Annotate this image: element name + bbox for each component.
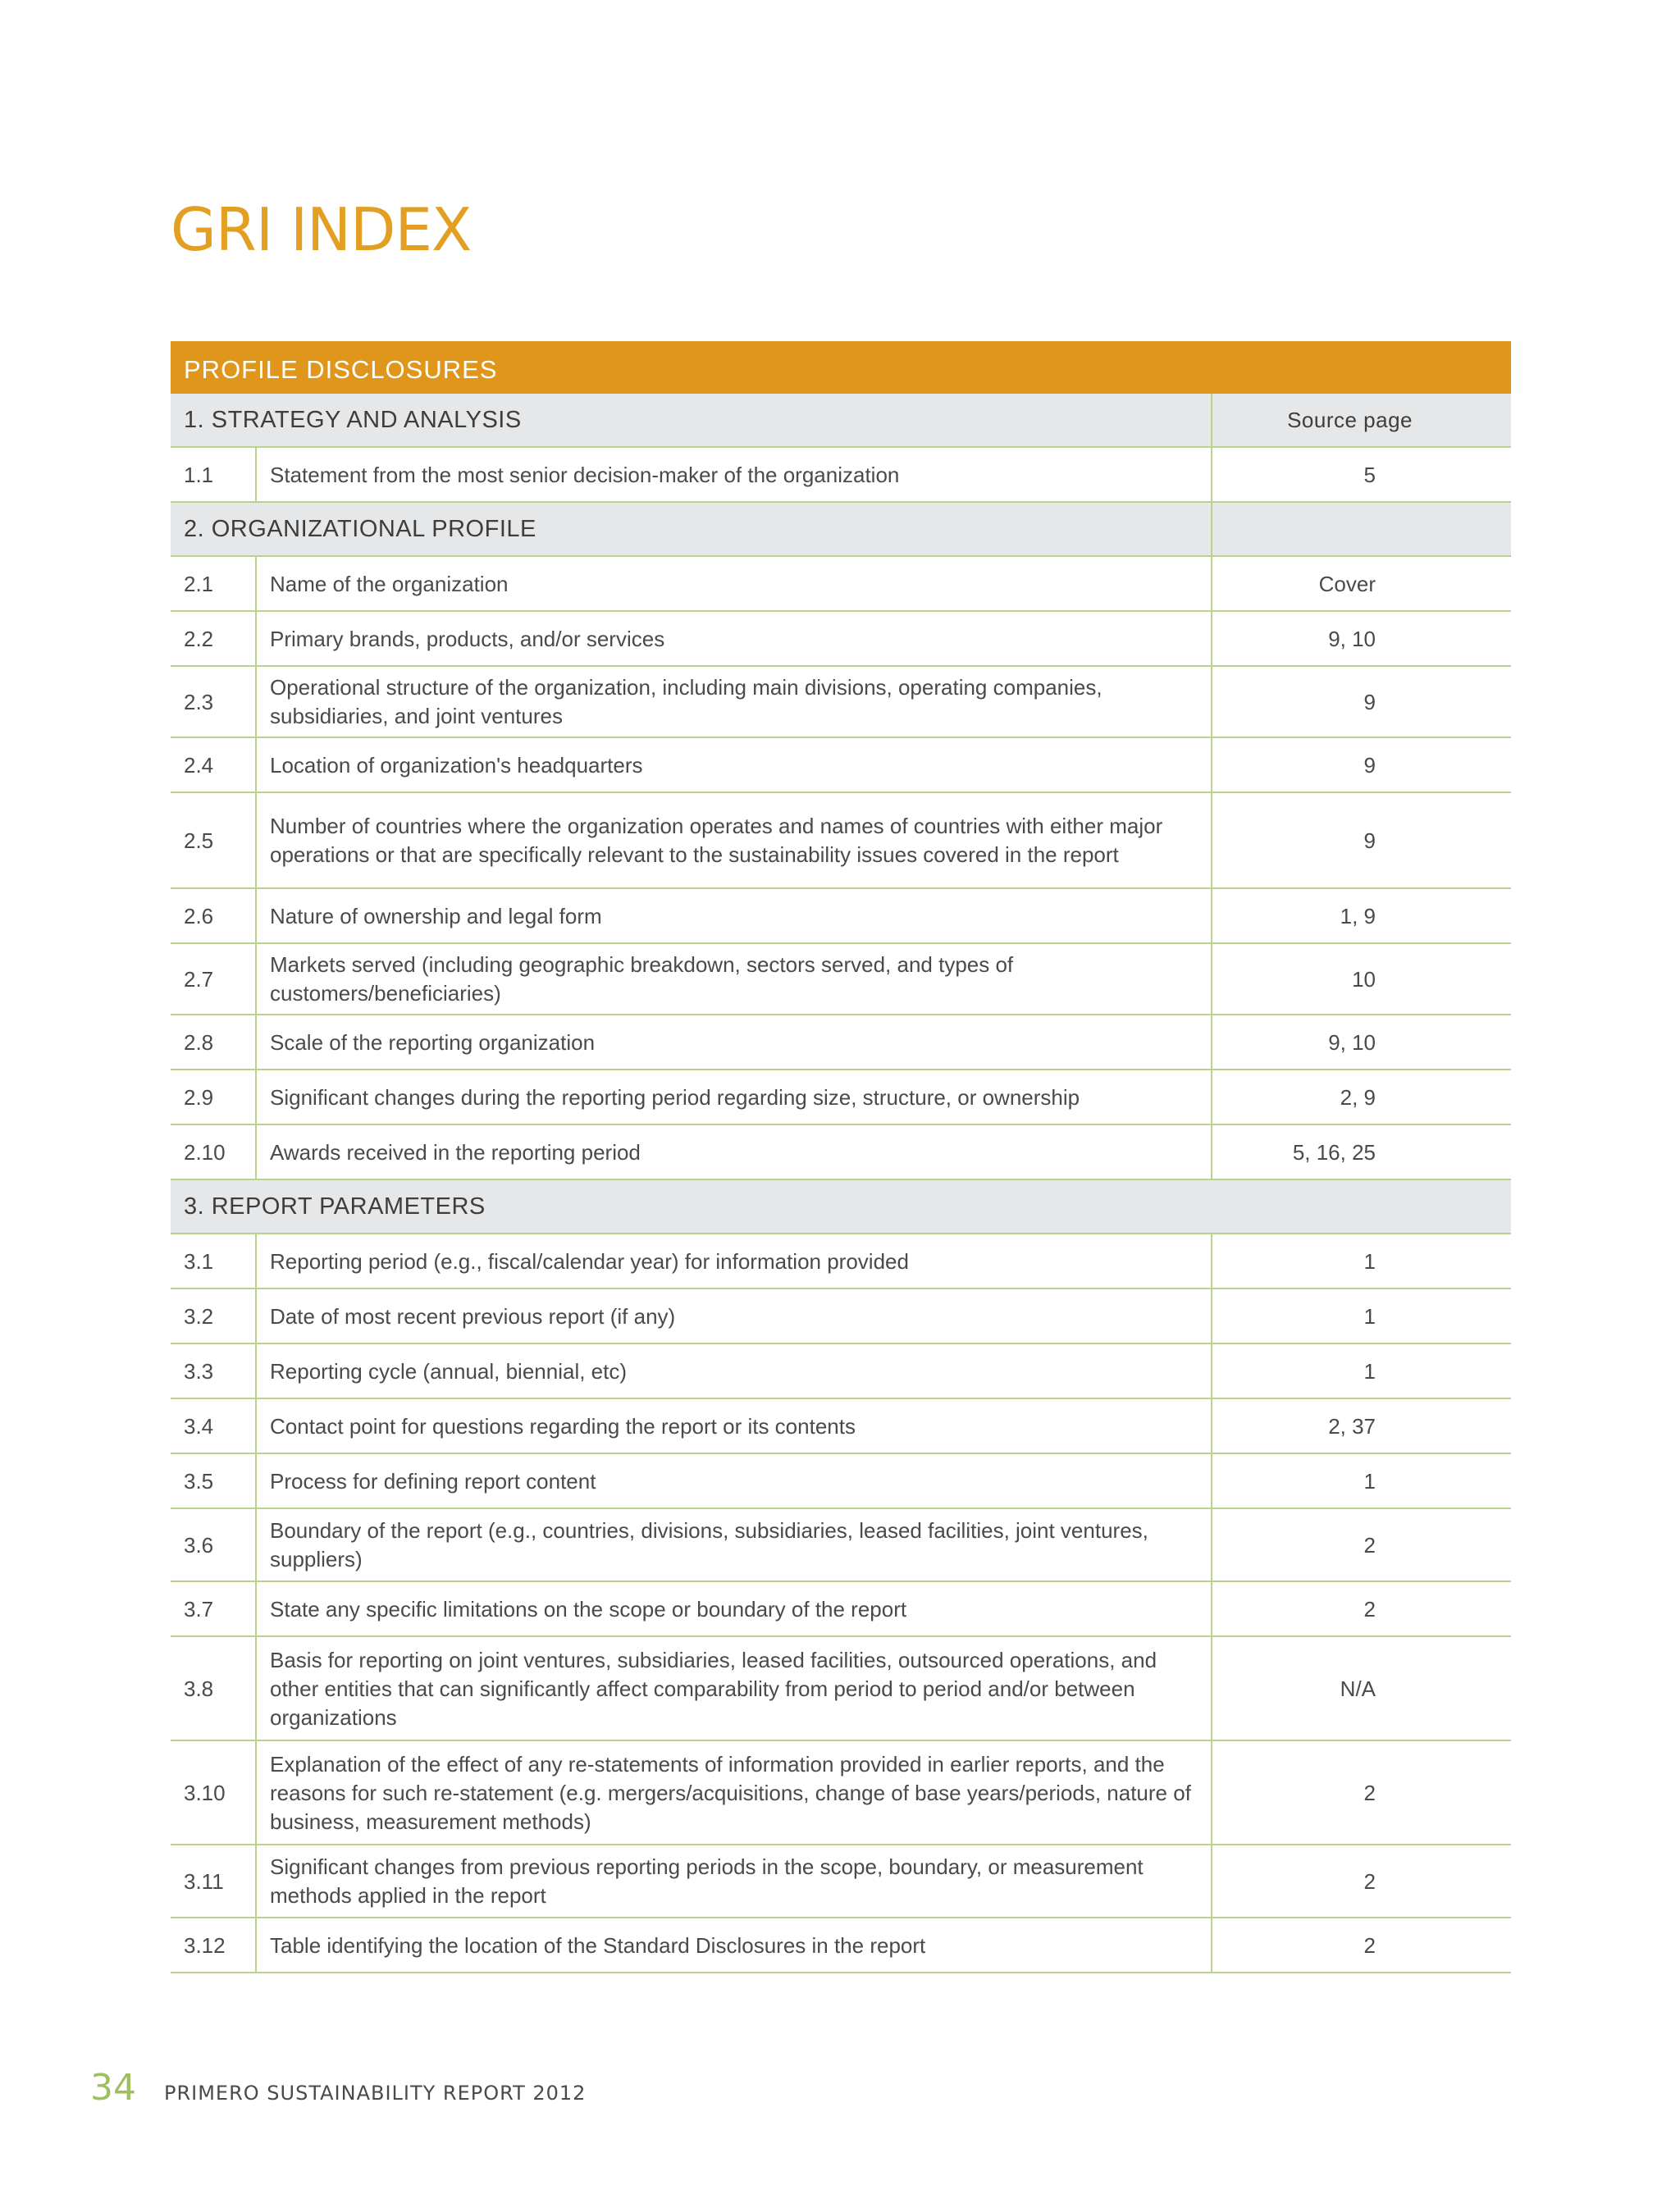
source-page: 5 [1212,447,1511,502]
indicator-description: Contact point for questions regarding the report or its contents [256,1398,1212,1453]
indicator-code: 2.3 [171,666,256,737]
source-page: 9, 10 [1212,1015,1511,1070]
indicator-code: 1.1 [171,447,256,502]
indicator-code: 3.11 [171,1845,256,1918]
banner-label: PROFILE DISCLOSURES [171,341,1511,394]
section-title: 1. STRATEGY AND ANALYSIS [171,394,1212,447]
indicator-code: 3.1 [171,1234,256,1289]
indicator-code: 3.5 [171,1453,256,1508]
table-row [171,1845,1511,1918]
indicator-code: 2.5 [171,792,256,888]
table-row [171,1070,1511,1124]
table-row [171,611,1511,666]
section-header [171,1179,1511,1234]
indicator-code: 2.1 [171,556,256,611]
source-page: 1 [1212,1343,1511,1398]
table-row [171,792,1511,888]
source-page: 2 [1212,1508,1511,1581]
indicator-description: Primary brands, products, and/or services [256,611,1212,666]
source-page: 1 [1212,1234,1511,1289]
indicator-description: Significant changes during the reporting period regarding size, structure, or ownership [256,1070,1212,1124]
section-title: 3. REPORT PARAMETERS [171,1179,1511,1234]
section-header [171,394,1511,447]
indicator-description: Significant changes from previous reporting periods in the scope, boundary, or measurement methods applied in the report [256,1845,1212,1918]
source-page-header [1212,502,1511,556]
indicator-description: Explanation of the effect of any re-statements of information provided in earlier reports, and the reasons for such re-statement (e.g. mergers/acquisitions, change of base years/periods, nature of business, measurement methods) [256,1740,1212,1845]
source-page: 10 [1212,943,1511,1015]
indicator-code: 3.10 [171,1740,256,1845]
table-row [171,1234,1511,1289]
source-page: 1, 9 [1212,888,1511,943]
indicator-description: Number of countries where the organization operates and names of countries with either major operations or that are specifically relevant to the sustainability issues covered in the report [256,792,1212,888]
indicator-code: 3.12 [171,1918,256,1973]
indicator-code: 2.10 [171,1124,256,1179]
indicator-code: 2.4 [171,737,256,792]
indicator-description: Markets served (including geographic breakdown, sectors served, and types of customers/beneficiaries) [256,943,1212,1015]
table-row [171,737,1511,792]
source-page: 2, 9 [1212,1070,1511,1124]
indicator-description: Location of organization's headquarters [256,737,1212,792]
table-row [171,1289,1511,1343]
table-row [171,943,1511,1015]
indicator-code: 2.6 [171,888,256,943]
indicator-code: 3.7 [171,1581,256,1636]
table-row [171,1581,1511,1636]
indicator-description: Awards received in the reporting period [256,1124,1212,1179]
report-name: PRIMERO SUSTAINABILITY REPORT 2012 [164,2082,587,2105]
table-row [171,1453,1511,1508]
indicator-description: State any specific limitations on the scope or boundary of the report [256,1581,1212,1636]
indicator-description: Nature of ownership and legal form [256,888,1212,943]
source-page: 1 [1212,1453,1511,1508]
table-row [171,1398,1511,1453]
source-page: 9 [1212,737,1511,792]
source-page: 9 [1212,666,1511,737]
table-row [171,1636,1511,1740]
indicator-code: 3.8 [171,1636,256,1740]
table-row [171,1508,1511,1581]
profile-disclosures-banner [171,341,1511,394]
source-page: 2 [1212,1740,1511,1845]
source-page: 5, 16, 25 [1212,1124,1511,1179]
source-page: Cover [1212,556,1511,611]
indicator-code: 3.6 [171,1508,256,1581]
indicator-description: Boundary of the report (e.g., countries, divisions, subsidiaries, leased facilities, joint ventures, suppliers) [256,1508,1212,1581]
source-page: 2, 37 [1212,1398,1511,1453]
source-page: 2 [1212,1918,1511,1973]
indicator-description: Reporting period (e.g., fiscal/calendar year) for information provided [256,1234,1212,1289]
indicator-code: 3.2 [171,1289,256,1343]
table-row [171,1124,1511,1179]
indicator-code: 2.8 [171,1015,256,1070]
indicator-code: 2.2 [171,611,256,666]
section-title: 2. ORGANIZATIONAL PROFILE [171,502,1212,556]
indicator-code: 3.4 [171,1398,256,1453]
source-page-header: Source page [1212,394,1511,447]
page-footer [90,2067,586,2109]
table-row [171,1015,1511,1070]
table-row [171,1740,1511,1845]
page-title: GRI INDEX [171,195,472,264]
gri-index-table [171,341,1511,1973]
table-row [171,666,1511,737]
source-page: 2 [1212,1581,1511,1636]
table-row [171,1343,1511,1398]
source-page: N/A [1212,1636,1511,1740]
indicator-description: Table identifying the location of the Standard Disclosures in the report [256,1918,1212,1973]
indicator-description: Date of most recent previous report (if any) [256,1289,1212,1343]
indicator-code: 3.3 [171,1343,256,1398]
indicator-description: Operational structure of the organization, including main divisions, operating companies, subsidiaries, and joint ventures [256,666,1212,737]
indicator-code: 2.9 [171,1070,256,1124]
indicator-code: 2.7 [171,943,256,1015]
source-page: 2 [1212,1845,1511,1918]
table-row [171,888,1511,943]
indicator-description: Basis for reporting on joint ventures, subsidiaries, leased facilities, outsourced operations, and other entities that can significantly affect comparability from period to period and/or between organizations [256,1636,1212,1740]
source-page: 9 [1212,792,1511,888]
table-row [171,1918,1511,1973]
source-page: 9, 10 [1212,611,1511,666]
indicator-description: Process for defining report content [256,1453,1212,1508]
indicator-description: Name of the organization [256,556,1212,611]
page-number: 34 [90,2067,136,2109]
indicator-description: Reporting cycle (annual, biennial, etc) [256,1343,1212,1398]
table-row [171,447,1511,502]
indicator-description: Statement from the most senior decision-maker of the organization [256,447,1212,502]
indicator-description: Scale of the reporting organization [256,1015,1212,1070]
table-row [171,556,1511,611]
source-page: 1 [1212,1289,1511,1343]
section-header [171,502,1511,556]
